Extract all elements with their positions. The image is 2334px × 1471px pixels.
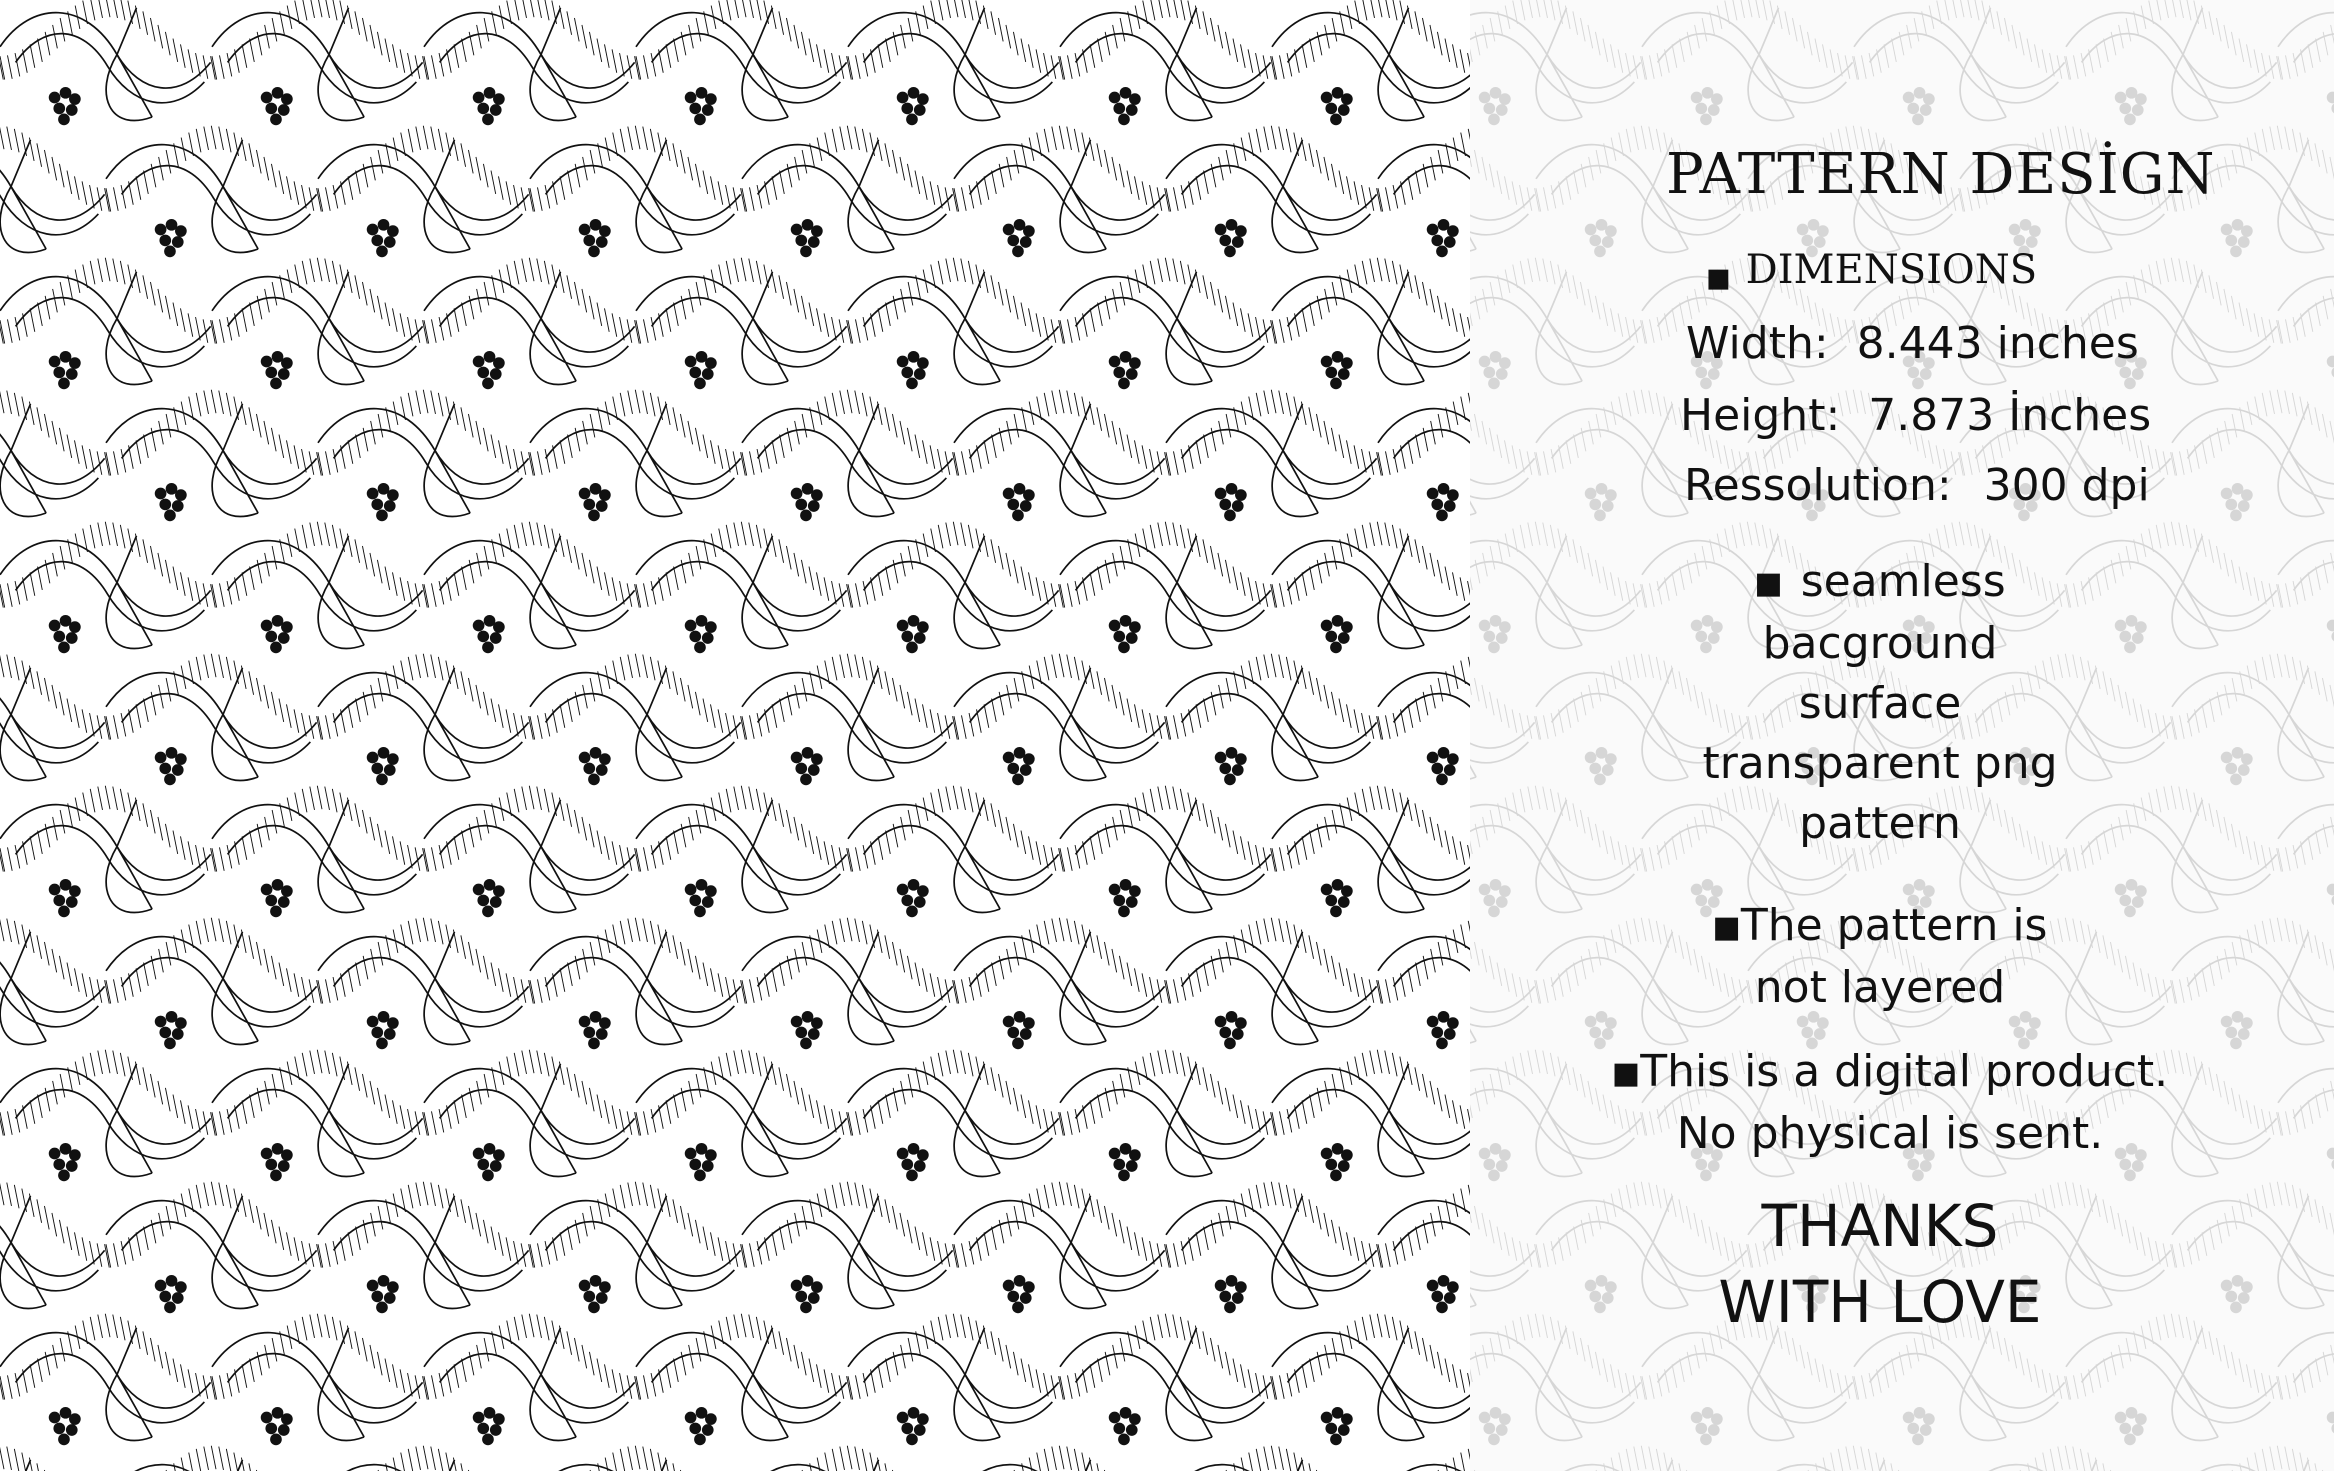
width-label: Width:	[1686, 318, 1829, 369]
layer-note-line-2: not layered	[1754, 962, 2006, 1013]
digital-note-line-1: ■This is a digital product.	[1611, 1046, 2169, 1097]
feature-transparent-png: transparent png	[1702, 738, 2058, 789]
dimensions-heading	[1706, 247, 2037, 294]
height-label: Height:	[1680, 390, 1841, 441]
thanks-line-1: THANKS	[1761, 1192, 1999, 1260]
resolution-value: 300 dpi	[1983, 460, 2150, 511]
height-row	[1680, 390, 2151, 441]
feature-surface: surface	[1798, 678, 1962, 729]
layer-note	[1620, 896, 2140, 1018]
resolution-label: Ressolution:	[1684, 460, 1952, 511]
feature-seamless: ■ seamless	[1754, 556, 2006, 607]
digital-note	[1600, 1042, 2180, 1164]
thanks-message	[1620, 1188, 2140, 1340]
width-value: 8.443 inches	[1856, 318, 2139, 369]
bullet-icon: ■	[1706, 263, 1731, 294]
info-panel	[1470, 0, 2334, 1471]
digital-note-line-2: No physical is sent.	[1676, 1108, 2104, 1159]
feature-pattern: pattern	[1799, 798, 1961, 849]
height-value: 7.873 İnches	[1868, 390, 2152, 441]
width-row	[1686, 318, 2139, 369]
page-title: PATTERN DESİGN	[1666, 142, 2216, 207]
features-block	[1620, 552, 2140, 854]
bullet-icon: ■	[1611, 1056, 1641, 1091]
bullet-icon: ■	[1712, 910, 1741, 945]
bullet-icon: ■	[1754, 566, 1783, 601]
dimensions-label: DIMENSIONS	[1745, 247, 2038, 293]
layer-note-line-1: ■The pattern is	[1712, 900, 2048, 951]
thanks-line-2: WITH LOVE	[1718, 1268, 2042, 1336]
feature-background: bacground	[1762, 618, 1998, 669]
resolution-row	[1684, 460, 2150, 511]
